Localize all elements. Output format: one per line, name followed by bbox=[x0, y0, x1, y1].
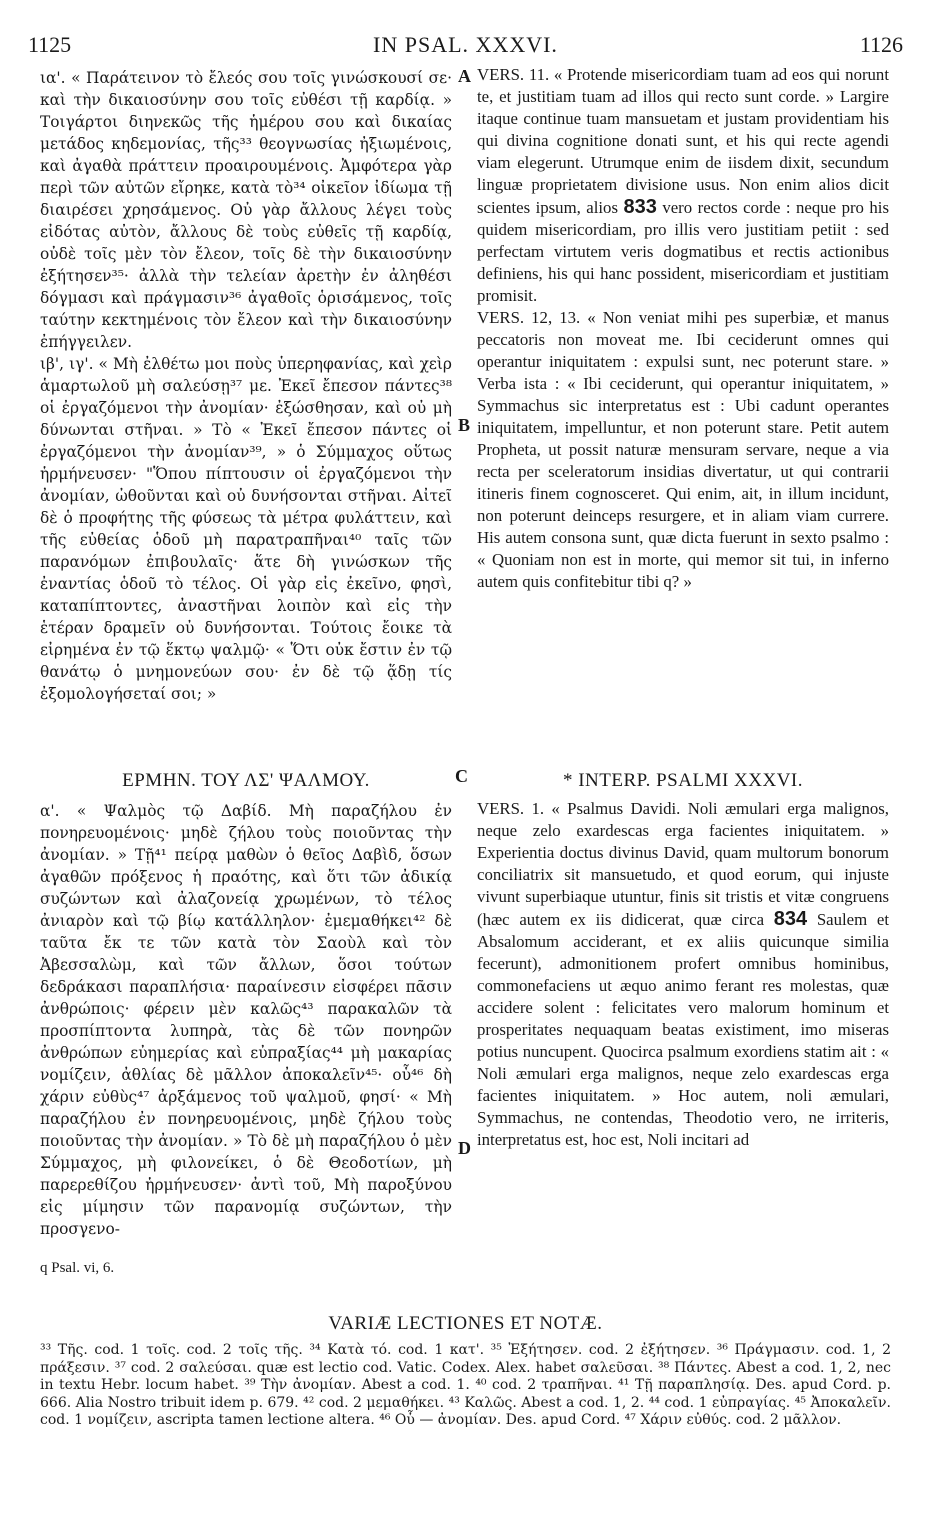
margin-marker-a: A bbox=[458, 66, 471, 86]
latin-paragraph: VERS. 12, 13. « Non veniat mihi pes superbiæ, et manus peccatoris non moveat me. Ibi ceciderunt omnes qui operantur iniquitatem : expulsi sunt, nec poterunt stare. » Verba ista : « Ibi ceciderunt, qui operantur iniquitatem, » Symmachus sic interpretatus est : Ubi cadunt operantes iniquitatem, impelluntur, et non poterunt stare. Petit autem Propheta, ut possit naturæ mensuram servare, neque a via recta per sceleratorum insidias divertatur, ut qui contrarii itineris finem cognosceret. Qui enim, ait, in illum incidunt, non poterunt deinceps resurgere, et in aliam viam currere. His autem consona sunt, quæ dicta fuerunt in sexto psalmo : « Quoniam non est in morte, qui memor sit tui, in inferno autem quis confitebitur tibi q? » bbox=[477, 308, 889, 591]
notes-title: VARIÆ LECTIONES ET NOTÆ. bbox=[328, 1313, 603, 1334]
greek-paragraph: ιβ', ιγ'. « Μὴ ἐλθέτω μοι ποὺς ὑπερηφανίας, καὶ χεὶρ ἁμαρτωλοῦ μὴ σαλεύσῃ³⁷ με. Ἐκεῖ ἔπεσον πάντες³⁸ οἱ ἐργαζόμενοι τὴν ἀνομίαν· ἐξώσθησαν, καὶ οὐ μὴ δύνωνται στῆναι. » Τὸ « Ἐκεῖ ἔπεσον πάντες οἱ ἐργαζόμενοι τὴν ἀνομίαν³⁹, » ὁ Σύμμαχος οὕτως ἡρμήνευσεν· "Ὅπου πίπτουσιν οἱ ἐργαζόμενοι τὴν ἀνομίαν, ὠθοῦνται καὶ οὐ δυνήσονται στῆναι. Αἰτεῖ δὲ ὁ προφήτης τῆς φύσεως τὰ μέτρα φυλάττειν, καὶ τῆς εὐθείας ὁδοῦ μὴ παρατραπῆναι⁴⁰ ταῖς τῶν παρανόμων ἐπιβουλαῖς· ἅτε δὴ γινώσκων τῆς ἐναντίας ὁδοῦ τὸ τέλος. Οἱ γὰρ εἰς ἐκεῖνο, φησὶ, καταπίπτοντες, ἀναστῆναι λοιπὸν καὶ εἰς τὴν ἑτέραν δραμεῖν οὐ δυνήσονται. Τούτοις ἔοικε τὰ εἰρημένα ἐν τῷ ἕκτῳ ψαλμῷ· « Ὅτι οὐκ ἔστιν ἐν τῷ θανάτῳ ὁ μνημονεύων σου· ἐν δὲ τῷ ᾅδῃ τίς ἐξομολογήσεταί σοι; » bbox=[40, 355, 452, 703]
footnote: q Psal. vi, 6. bbox=[40, 1260, 115, 1276]
latin-column-bottom bbox=[477, 798, 889, 1151]
right-page-number: 1126 bbox=[859, 32, 903, 57]
latin-text: vero rectos corde : neque pro his quidem misericordiam, pro illis vero justitiam petiit : sed perfectam virtutem veris dogmatibus et rectis actionibus definiens, his qui hanc possident, misericordiam et justitiam promisit. bbox=[477, 198, 889, 305]
variant-notes: ³³ Τῆς. cod. 1 τοῖς. cod. 2 τοῖς τῆς. ³⁴ Κατὰ τό. cod. 1 κατ'. ³⁵ Ἐξήτησεν. cod. 2 ἐξήτησεν. ³⁶ Πράγμασιν. cod. 1, 2 πράξεσιν. ³⁷ cod. 2 σαλεύσαι. quæ est lectio cod. Vatic. Codex. Alex. habet σαλεῦσαι. ³⁸ Πάντες. Abest a cod. 1, 2, nec in textu Hebr. locum habet. ³⁹ Τὴν ἀνομίαν. Abest a cod. 1. ⁴⁰ cod. 2 τραπῆναι. ⁴¹ Τῇ παραπλησίᾳ. Des. apud Cord. p. 666. Alia Nostro tribuit idem p. 679. ⁴² cod. 2 μεμαθήκει. ⁴³ Καλῶς. Abest a cod. 1, 2. ⁴⁴ cod. 1 εὐπραγίας. ⁴⁵ Ἀποκαλεῖν. cod. 1 νομίζειν, ascripta tamen lectione altera. ⁴⁶ Οὗ — ἀνομίαν. Des. apud Cord. ⁴⁷ Χάριν εὐθύς. cod. 2 μᾶλλον. bbox=[40, 1342, 891, 1429]
running-title: IN PSAL. XXXVI. bbox=[373, 32, 558, 57]
margin-marker-b: B bbox=[458, 415, 471, 435]
latin-section-title: * INTERP. PSALMI XXXVI. bbox=[562, 770, 804, 791]
latin-column-top bbox=[477, 64, 889, 593]
greek-column-bottom bbox=[40, 800, 452, 1240]
greek-paragraph: α'. « Ψαλμὸς τῷ Δαβίδ. Μὴ παραζήλου ἐν πονηρευομένοις· μηδὲ ζήλου τοὺς ποιοῦντας τὴν ἀνομίαν. » Τῇ⁴¹ πείρᾳ μαθὼν ὁ θεῖος Δαβὶδ, ὅσων ἀγαθῶν πρόξενος ἡ πραότης, καὶ ὅτι τῶν ἀδικίᾳ συζώντων καὶ ἀλαζονείᾳ χρωμένων, τὸ τέλος ἀνιαρὸν καὶ τῷ βίῳ κατάλληλον· ἐμεμαθήκει⁴² δὲ ταῦτα ἔκ τε τῶν κατὰ τὸν Σαοὺλ καὶ τὸν Ἀβεσσαλὼμ, καὶ τῶν ἄλλων, ὅσοι τούτων δεδράκασι παραπλήσια· παραίνεσιν εἰσφέρει πᾶσιν ἀνθρώποις· φέρειν μὲν καλῶς⁴³ παρακαλῶν τὰ προσπίπτοντα λυπηρὰ, τὰς δὲ τῶν πονηρῶν ἀνθρώπων εὐημερίας καὶ εὐπραξίας⁴⁴ μὴ μακαρίας νομίζειν, ἀθλίας δὲ μᾶλλον ἀποκαλεῖν⁴⁵· οὗ⁴⁶ δὴ χάριν εὐθὺς⁴⁷ ἀρξάμενος τοῦ ψαλμοῦ, φησί· « Μὴ παραζήλου ἐν πονηρευομένοις, μηδὲ ζήλου τοὺς ποιοῦντας τὴν ἀνομίαν. » Τὸ δὲ μὴ παραζήλου ὁ μὲν Σύμμαχος, μὴ φιλονείκει, ὁ δὲ Θεοδοτίων, μὴ παρερεθίζου ἡρμήνευσεν· ἀντὶ τοῦ, Μὴ παροξύνου εἰς μίμησιν τῶν παρανομίᾳ συζώντων, τὴν προσγενο- bbox=[40, 802, 452, 1238]
left-page-number: 1125 bbox=[28, 32, 72, 57]
column-number: 834 bbox=[773, 908, 808, 930]
margin-marker-c: C bbox=[455, 766, 468, 786]
latin-text: VERS. 11. « Protende misericordiam tuam ad eos qui norunt te, et justitiam tuam ad illos qui recto sunt corde. » Largire itaque continue tuam mansuetam et justam providentiam his qui divina cognitione donati sunt, et his qui recte agendi viam elegerunt. Utrumque enim de iisdem dixit, secundum linguæ proprietatem divisione usus. Non enim alios dicit scientes ipsum, alios bbox=[477, 65, 889, 217]
column-number: 833 bbox=[623, 196, 657, 218]
latin-text: VERS. 1. « Psalmus Davidi. Noli æmulari erga malignos, neque zelo exardescas erga facientes iniquitatem. » Experientia doctus divinus David, quam multorum bonorum conciliatrix sit mansuetudo, et quod eorum, qui injuste vivunt superbiaque utuntur, finis sit tristis et vitæ congruens (hæc autem ex iis didicerat, quæ circa bbox=[477, 799, 889, 929]
latin-paragraph bbox=[477, 798, 889, 1151]
greek-paragraph: ια'. « Παράτεινον τὸ ἔλεός σου τοῖς γινώσκουσί σε· καὶ τὴν δικαιοσύνην σου τοῖς εὐθέσι τῇ καρδίᾳ. » Τοιγάρτοι διηνεκῶς τῆς ἡμέρου σου καὶ δικαίας μετάδος κηδεμονίας, τῆς³³ θεογνωσίας ἠξιωμένοις, καὶ ἀγαθὰ πράττειν προαιρουμένοις. Ἀμφότερα γὰρ περὶ τῶν αὐτῶν εἴρηκε, κατὰ τὸ³⁴ οἰκεῖον ἰδίωμα τῇ διαιρέσει χρησάμενος. Οὐ γὰρ ἄλλους λέγει τοὺς εἰδότας αὐτὸν, ἄλλους δὲ τοὺς εὐθεῖς τῇ καρδίᾳ, οὐδὲ τοῖς μὲν τὸν ἔλεον, τοῖς δὲ τὴν δικαιοσύνην ἐξήτησεν³⁵· ἀλλὰ τὴν τελείαν ἀρετὴν ἐν ἀληθέσι δόγμασι καὶ πράγμασιν³⁶ ἀγαθοῖς ὁρισάμενος, τοῖς ταύτην κεκτημένοις τὸν ἔλεον καὶ τὴν δικαιοσύνην ἐπήγγειλεν. bbox=[40, 69, 452, 351]
greek-section-title: ΕΡΜΗΝ. ΤΟΥ ΛΣ' ΨΑΛΜΟΥ. bbox=[122, 770, 370, 791]
running-header bbox=[28, 32, 903, 62]
margin-marker-d: D bbox=[458, 1138, 471, 1158]
greek-column-top bbox=[40, 67, 452, 705]
latin-text: Saulem et Absalomum acciderant, et ex aliis quicunque similia fecerunt), admonitionem profert omnibus hominibus, commonefaciens ut æquo animo ferant res molestas, quæ accidere solent : felicitates vero malorum hominum et prosperitates nequaquam beatas existiment, imo miseras potius nuncupent. Quocirca psalmum exordiens statim ait : « Noli æmulari erga malignos, neque zelo exardescas erga facientes iniquitatem. » Hoc autem, noli æmulari, Symmachus, ne contendas, Theodotio vero, ne irriteris, interpretatus est, hoc est, Noli incitari ad bbox=[477, 910, 889, 1149]
latin-paragraph bbox=[477, 64, 889, 307]
